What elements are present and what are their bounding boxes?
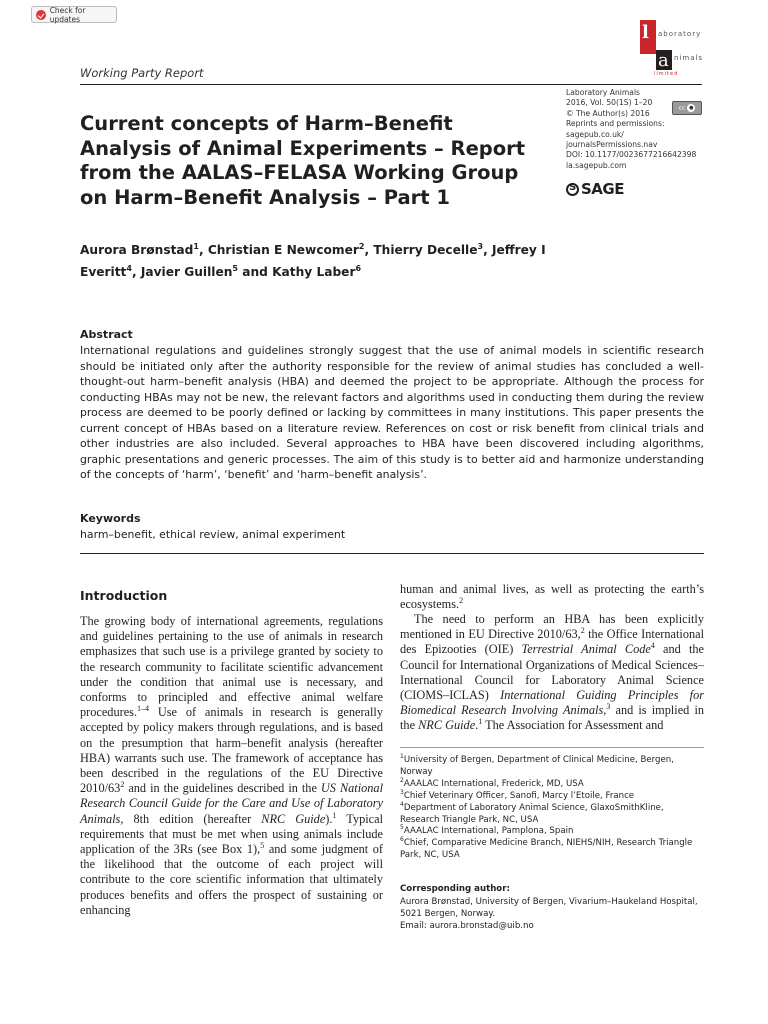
article-title: Current concepts of Harm–Benefit Analysis of Animal Experiments – Report from the AALAS–FELASA Working Group on Harm–Benefit Analysis – Part 1 — [80, 112, 526, 209]
corresponding-author-heading: Corresponding author: — [400, 884, 510, 894]
header-divider — [80, 84, 702, 85]
author-name: Jeffrey I Everitt — [80, 243, 546, 279]
author-separator: , — [131, 264, 141, 279]
author-separator: and — [237, 264, 273, 279]
logo-a-block — [656, 50, 672, 70]
abstract-text: International regulations and guidelines strongly suggest that the use of animal models in scientific research should be initiated only after the authority responsible for the review of animal studies has concluded a well-thought-out harm–benefit analysis (HBA) and deemed the project to be appropriate. Although the process for conducting HBAs may not be new, the relevant factors and algorithms used in conducting them during the review process are deemed to be poorly defined or lacking by committees in many institutions. This paper presents the current concept of HBAs based on a literature review. References on cost or risk benefit from clinical trials and other industries are also included. Several approaches to HBA have been discovered including algorithms, graphic presentations and generic processes. The aim of this study is to better aid and harmonize understanding of the concepts of ‘harm’, ‘benefit’ and ‘harm–benefit analysis’. — [80, 344, 704, 481]
affiliation-number: 3 — [400, 788, 404, 796]
text-run: human and animal lives, as well as protecting the earth’s ecosystems. — [400, 582, 704, 612]
text-run: The need to perform an HBA has been explicitly mentioned in EU Directive 2010/63, — [400, 612, 704, 642]
journal-logo — [640, 20, 710, 78]
author-name: Aurora Brønstad — [80, 243, 194, 258]
corresponding-email[interactable]: Email: aurora.bronstad@uib.no — [400, 921, 534, 931]
author-name: Kathy Laber — [272, 264, 356, 279]
affiliation-number: 5 — [400, 824, 404, 832]
publisher-name: SAGE — [581, 180, 624, 198]
affiliation-item — [400, 838, 704, 862]
affiliation-item — [400, 776, 704, 791]
author-separator: , — [483, 243, 492, 258]
introduction-heading: Introduction — [80, 588, 168, 603]
text-run: and in the guidelines described in the — [124, 781, 321, 796]
journal-volume: 2016, Vol. 50(1S) 1–20 — [566, 98, 653, 108]
text-run: Use of animals in research is generally accepted by policy makers through regulations, and is based on the presumption that harm–benefit analysis (hereafter HBA) warrants such use. The framework of acceptance has been described in the regulations of the EU Directive 2010/63 — [80, 705, 383, 796]
reprints-label: Reprints and permissions: — [566, 119, 665, 129]
italic-run: NRC Guide — [261, 811, 326, 826]
text-run: Typical requirements that must be met when using animals include application of the 3Rs (see Box 1), — [80, 811, 384, 857]
affiliation-number: 2 — [400, 776, 404, 784]
author-separator: , — [198, 243, 208, 258]
section-label: Working Party Report — [80, 66, 204, 80]
abstract-heading: Abstract — [80, 328, 133, 341]
citation[interactable]: 1 — [478, 717, 483, 727]
logo-word-nimals: nimals — [674, 54, 704, 62]
text-run: and the Council for International Organizations of Medical Sciences–International Council for Laboratory Animal Science (CIOMS–ICLAS) — [400, 642, 704, 703]
citation[interactable]: 1–4 — [137, 704, 150, 714]
author-affiliation-ref[interactable]: 1 — [193, 242, 199, 251]
logo-l-block — [640, 20, 656, 54]
affiliation-number: 1 — [400, 753, 404, 761]
affiliation-item — [400, 788, 704, 803]
keywords-text: harm–benefit, ethical review, animal experiment — [80, 528, 346, 541]
affiliation-text: AAALAC International, Pamplona, Spain — [403, 826, 574, 837]
italic-run: Terrestrial Animal Code — [521, 642, 651, 657]
affiliation-item — [400, 800, 704, 827]
text-run: , 8th edition (hereafter — [120, 811, 262, 826]
introduction-left-column — [80, 614, 383, 918]
intro-paragraph-1 — [80, 614, 383, 918]
check-for-updates-label: Check for updates — [49, 5, 86, 24]
citation[interactable]: 3 — [606, 702, 611, 712]
italic-run: International Guiding Principles for Biomedical Research Involving Animals — [400, 688, 704, 718]
intro-paragraph-2 — [400, 612, 704, 734]
person-icon: ● — [689, 105, 694, 111]
reprints-url-1[interactable]: sagepub.co.uk/ — [566, 129, 624, 139]
intro-paragraph-1-end — [400, 582, 704, 612]
text-run: , — [603, 703, 607, 718]
author-affiliation-ref[interactable]: 2 — [358, 242, 365, 251]
affiliation-number: 4 — [400, 800, 404, 808]
author-separator: , — [364, 243, 374, 258]
text-run: and is implied in the — [400, 703, 705, 733]
text-run: and some judgment of the likelihood that the outcome of each project will contribute to the core scientific information that ultimately produces benefits and offers the prospect of sustaining or enhancing — [80, 842, 384, 917]
corresponding-author — [400, 896, 704, 932]
logo-l: l — [642, 22, 649, 43]
citation[interactable]: 2 — [459, 596, 464, 606]
citation[interactable]: 4 — [650, 641, 655, 651]
italic-run: NRC Guide — [418, 718, 476, 733]
citation[interactable]: 2 — [120, 780, 125, 790]
reprints-url-2[interactable]: journalsPermissions.nav — [566, 140, 658, 150]
affiliations — [400, 755, 704, 862]
affiliation-item — [400, 755, 704, 779]
sage-s-icon — [566, 183, 579, 196]
logo-word-limited: limited — [654, 71, 679, 77]
citation[interactable]: 5 — [260, 840, 265, 850]
author-affiliation-ref[interactable]: 6 — [355, 263, 362, 273]
affiliation-text: Department of Laboratory Animal Science, GlaxoSmithKline, Research Triangle Park, NC, USA — [400, 802, 664, 825]
affiliation-text: Chief Veterinary Officer, Sanofi, Marcy l’Etoile, France — [403, 790, 635, 801]
check-icon — [36, 10, 46, 20]
author-affiliation-ref[interactable]: 3 — [477, 242, 484, 251]
creative-commons-badge[interactable] — [672, 101, 702, 115]
citation[interactable]: 2 — [580, 626, 585, 636]
author-name: Thierry Decelle — [373, 243, 478, 258]
logo-a: a — [658, 50, 669, 71]
text-run: the Office International des Epizooties (OIE) — [400, 627, 705, 657]
introduction-right-column-continuation — [400, 582, 704, 612]
affiliation-number: 6 — [400, 836, 404, 844]
text-run: . — [475, 718, 479, 733]
check-for-updates-button[interactable] — [31, 6, 117, 23]
author-name: Christian E Newcomer — [207, 243, 359, 258]
text-run: ). — [325, 811, 333, 826]
journal-name: Laboratory Animals — [566, 88, 641, 97]
logo-word-aboratory: aboratory — [658, 30, 702, 38]
italic-run: US National Research Council Guide for the Care and Use of Laboratory Animals — [80, 781, 383, 826]
cc-label: cc — [678, 104, 686, 112]
affiliation-text: AAALAC International, Frederick, MD, USA — [403, 778, 584, 789]
text-run: The growing body of international agreements, regulations and guidelines pertaining to the use of animals in research emphasizes that such use is a privilege granted by society to the research community to facilitate scientific advancement under the condition that animal use is necessary, and conforms to principled and effective animal welfare procedures. — [80, 614, 383, 720]
author-name: Javier Guillen — [140, 264, 233, 279]
footnote-divider — [400, 747, 704, 748]
author-affiliation-ref[interactable]: 5 — [232, 263, 238, 273]
affiliation-item — [400, 826, 704, 838]
affiliation-text: University of Bergen, Department of Clinical Medicine, Bergen, Norway — [400, 755, 674, 777]
citation[interactable]: 1 — [332, 810, 337, 820]
keywords-heading: Keywords — [80, 512, 141, 525]
journal-site[interactable]: la.sagepub.com — [566, 160, 627, 170]
doi[interactable]: DOI: 10.1177/0023677216642398 — [566, 150, 697, 160]
copyright: © The Author(s) 2016 — [566, 108, 650, 118]
corresponding-address: Aurora Brønstad, University of Bergen, Vivarium–Haukeland Hospital, 5021 Bergen, Norway. — [400, 897, 698, 919]
text-run: The Association for Assessment and — [482, 718, 664, 733]
introduction-right-column — [400, 612, 704, 734]
affiliation-text: Chief, Comparative Medicine Branch, NIEHS/NIH, Research Triangle Park, NC, USA — [400, 838, 693, 861]
author-list — [80, 238, 550, 281]
sage-logo — [566, 180, 624, 198]
author-affiliation-ref[interactable]: 4 — [126, 263, 132, 273]
abstract-divider — [80, 553, 704, 554]
